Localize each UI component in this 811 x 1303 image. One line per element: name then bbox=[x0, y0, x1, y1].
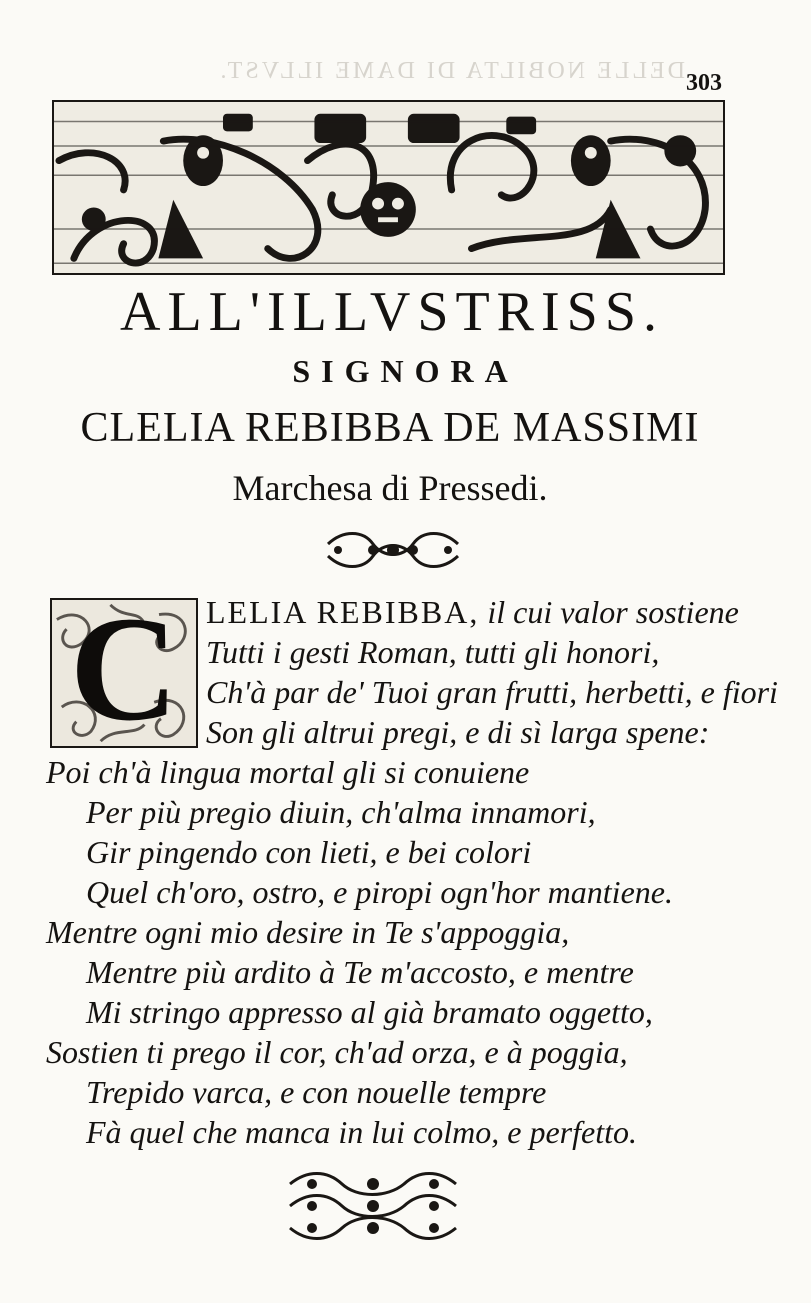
poem-line-9: Mentre ogni mio desire in Te s'appoggia, bbox=[46, 914, 570, 950]
poem-first-line-rest: il cui valor sostiene bbox=[479, 594, 739, 630]
drop-cap-letter: C bbox=[69, 598, 179, 748]
poem-line-10: Mentre più ardito à Te m'accosto, e mentre bbox=[86, 954, 634, 990]
drop-cap-initial bbox=[50, 598, 198, 748]
fleuron-ornament bbox=[318, 530, 468, 570]
poem-first-words: LELIA REBIBBA, bbox=[206, 594, 480, 630]
poem-line-2: Tutti i gesti Roman, tutti gli honori, bbox=[206, 634, 660, 670]
poem-line-3: Ch'à par de' Tuoi gran frutti, herbetti, e fiori bbox=[206, 674, 778, 710]
woodcut-headpiece bbox=[52, 100, 725, 275]
tailpiece-ornament bbox=[282, 1170, 464, 1242]
poem-line-13: Trepido varca, e con nouelle tempre bbox=[86, 1074, 547, 1110]
poem-line-7: Gir pingendo con lieti, e bei colori bbox=[86, 834, 532, 870]
poem-line-8: Quel ch'oro, ostro, e piropi ogn'hor mantiene. bbox=[86, 874, 673, 910]
poem-line-5: Poi ch'à lingua mortal gli si conuiene bbox=[46, 754, 530, 790]
dedication-title: ALL'ILLVSTRISS. bbox=[120, 281, 664, 343]
headpiece-ornament bbox=[54, 102, 723, 273]
dedicatee-title: Marchesa di Pressedi. bbox=[232, 468, 548, 508]
poem-line-11: Mi stringo appresso al già bramato oggetto, bbox=[86, 994, 653, 1030]
poem-line-12: Sostien ti prego il cor, ch'ad orza, e à poggia, bbox=[46, 1034, 628, 1070]
poem-line-4: Son gli altrui pregi, e di sì larga spene: bbox=[206, 714, 710, 750]
poem-line-6: Per più pregio diuin, ch'alma innamori, bbox=[86, 794, 596, 830]
poem-line-14: Fà quel che manca in lui colmo, e perfetto. bbox=[86, 1114, 637, 1150]
dedication-signora: SIGNORA bbox=[292, 353, 519, 389]
dedicatee-name: CLELIA REBIBBA DE MASSIMI bbox=[80, 405, 700, 451]
poem-line-1 bbox=[206, 592, 739, 632]
page-number: 303 bbox=[686, 70, 722, 96]
show-through-running-head: DELLE NOBILTA DI DAME ILLVST. bbox=[217, 58, 685, 84]
